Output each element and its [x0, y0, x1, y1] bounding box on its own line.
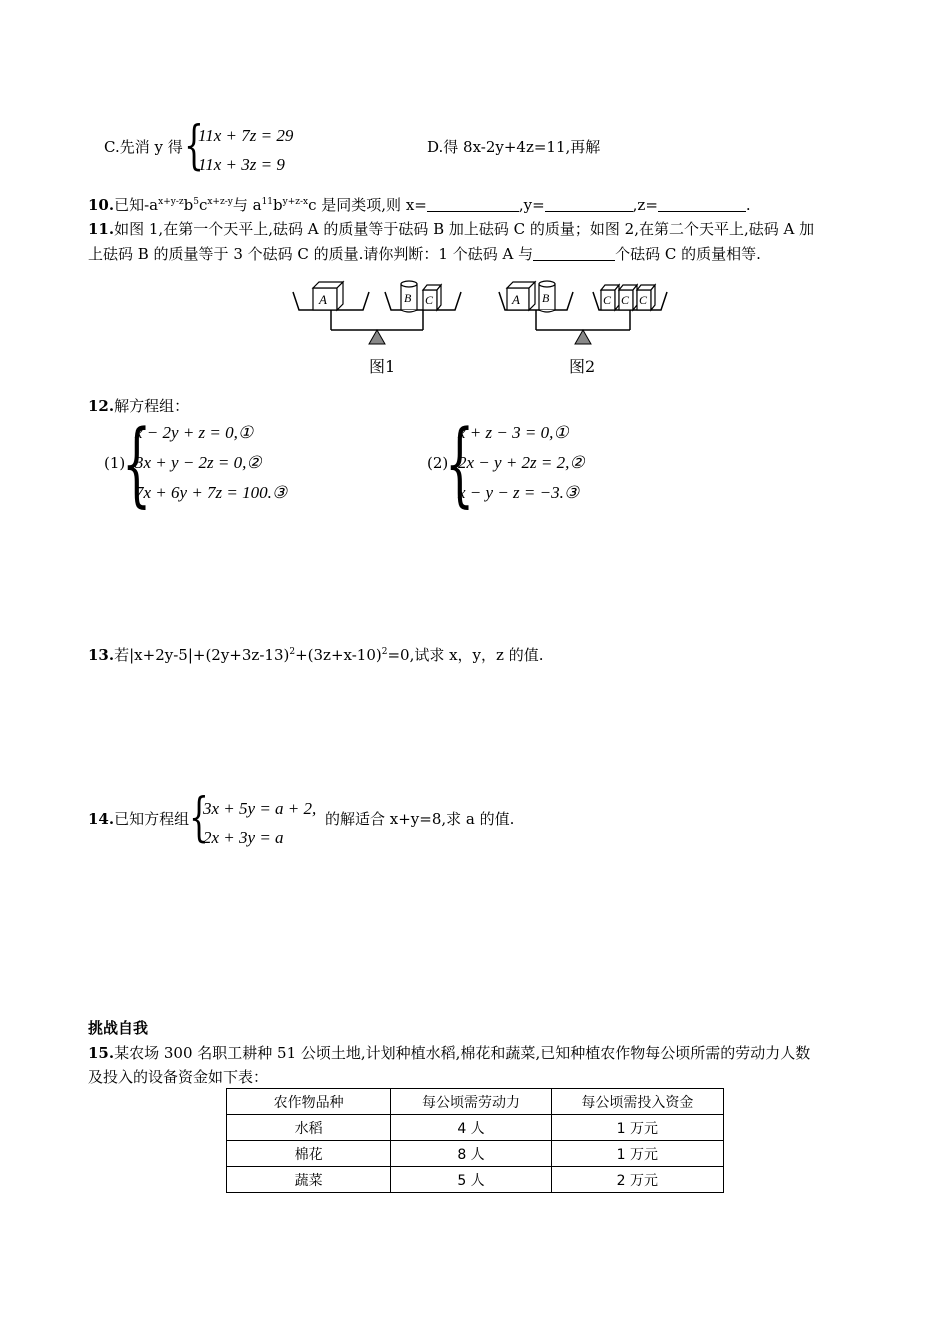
figure-1-caption: 图1: [369, 357, 396, 376]
table-cell: 蔬菜: [227, 1167, 391, 1193]
q9-option-c-eq2: 11x + 3z = 9: [198, 155, 285, 174]
table-cell: 4 人: [391, 1115, 551, 1141]
q14-tail: 的解适合 x+y=8,求 a 的值.: [325, 810, 515, 828]
q10-sup: x+y-z: [158, 197, 184, 207]
q12-part1-eq2: 3x + y − 2z = 0,②: [135, 453, 262, 472]
label-c-2b: C: [621, 293, 630, 307]
question-11-line1: [88, 218, 814, 240]
q10-sup: 11: [261, 197, 274, 207]
q12-part2-brace: {: [445, 410, 475, 517]
q12-part1-eq1: x − 2y + z = 0,①: [135, 423, 254, 442]
table-row: [227, 1141, 724, 1167]
q10-text: c 是同类项,则 x=: [308, 196, 427, 214]
q14-number: 14.: [88, 810, 115, 828]
q9-option-c-brace: {: [184, 116, 204, 176]
q10-text: ,z=: [632, 196, 658, 214]
q9-option-c-eq1: 11x + 7z = 29: [198, 126, 294, 145]
table-cell: 1 万元: [551, 1115, 723, 1141]
q13-text: =0,试求 x，y，z 的值.: [387, 646, 544, 664]
q12-part2-label: (2): [427, 454, 449, 472]
q10-sup: y+z-x: [282, 197, 309, 207]
table-cell: 水稻: [227, 1115, 391, 1141]
figure-2-caption: 图2: [569, 357, 596, 376]
q10-number: 10.: [88, 196, 115, 214]
q10-text: b: [273, 196, 283, 214]
q12-part2-eq3: x − y − z = −3.③: [458, 483, 580, 502]
label-b: B: [404, 291, 412, 305]
question-15-line1: [88, 1042, 810, 1064]
q14-brace: {: [189, 788, 209, 848]
q10-blank-x[interactable]: [427, 197, 519, 212]
q11-text: 个砝码 C 的质量相等.: [615, 245, 761, 263]
q13-sup: 2: [381, 647, 388, 657]
q12-part1-brace: {: [122, 410, 152, 517]
q12-part1-eq3: 7x + 6y + 7z = 100.③: [135, 483, 288, 502]
q10-text: .: [745, 196, 751, 214]
label-c-2a: C: [603, 293, 612, 307]
q10-blank-z[interactable]: [658, 197, 746, 212]
table-header-cell: 农作物品种: [227, 1089, 391, 1115]
q14-eq2: 2x + 3y = a: [203, 828, 284, 847]
weight-a-cube: [313, 282, 343, 310]
table-cell: 1 万元: [551, 1141, 723, 1167]
q12-number: 12.: [88, 397, 115, 415]
crop-table: [226, 1088, 724, 1193]
label-a-2: A: [512, 292, 520, 307]
question-15-line2: 及投入的设备资金如下表：: [88, 1068, 269, 1086]
q11-text: 如图 1,在第一个天平上,砝码 A 的质量等于砝码 B 加上砝码 C 的质量；如图 2,在第二个天平上,砝码 A 加: [114, 220, 815, 238]
table-header-row: [227, 1089, 724, 1115]
table-row: [227, 1167, 724, 1193]
table-header-cell: 每公顷需投入资金: [551, 1089, 723, 1115]
q12-part2-eq2: 2x − y + 2z = 2,②: [458, 453, 585, 472]
table-cell: 5 人: [391, 1167, 551, 1193]
q12-part2-eq1: x + z − 3 = 0,①: [458, 423, 569, 442]
q15-number: 15.: [88, 1044, 115, 1062]
table-row: [227, 1115, 724, 1141]
table-cell: 棉花: [227, 1141, 391, 1167]
q10-text: ,y=: [518, 196, 545, 214]
q11-blank[interactable]: [533, 246, 615, 261]
label-b-2: B: [542, 291, 550, 305]
q10-sup: x+z-y: [207, 197, 233, 207]
q14-eq1: 3x + 5y = a + 2,: [203, 799, 317, 818]
q13-number: 13.: [88, 646, 115, 664]
question-13: [88, 644, 543, 666]
q9-option-c-label: C.先消 y 得: [104, 138, 183, 156]
q14-text: 已知方程组: [114, 810, 190, 828]
question-10: [88, 194, 751, 216]
q10-text: 与 a: [232, 196, 262, 214]
label-c-2c: C: [639, 293, 648, 307]
q13-sup: 2: [289, 647, 296, 657]
q10-text: b: [183, 196, 194, 214]
q13-text: 若|x+2y-5|+(2y+3z-13): [114, 646, 290, 664]
table-header-cell: 每公顷需劳动力: [391, 1089, 551, 1115]
q12-part1-label: (1): [104, 454, 126, 472]
q15-text: 某农场 300 名职工耕种 51 公顷土地,计划种植水稻,棉花和蔬菜,已知种植农作物每公顷所需的劳动力人数: [114, 1044, 811, 1062]
question-14: [88, 808, 189, 830]
table-cell: 2 万元: [551, 1167, 723, 1193]
q11-number: 11.: [88, 220, 115, 238]
q10-text: c: [198, 196, 208, 214]
question-11-line2: [88, 243, 761, 265]
q10-text: 已知-a: [114, 196, 159, 214]
q13-text: +(3z+x-10): [295, 646, 382, 664]
section-title: 挑战自我: [88, 1019, 149, 1037]
label-c: C: [425, 293, 434, 307]
q10-sup: 5: [193, 197, 199, 207]
table-cell: 8 人: [391, 1141, 551, 1167]
q12-text: 解方程组：: [114, 397, 190, 415]
q11-text: 上砝码 B 的质量等于 3 个砝码 C 的质量.请你判断：1 个砝码 A 与: [88, 245, 534, 263]
label-a: A: [319, 292, 327, 307]
balance-figure: [289, 270, 669, 382]
q10-blank-y[interactable]: [545, 197, 633, 212]
q9-option-d: D.得 8x-2y+4z=11,再解: [427, 138, 601, 156]
